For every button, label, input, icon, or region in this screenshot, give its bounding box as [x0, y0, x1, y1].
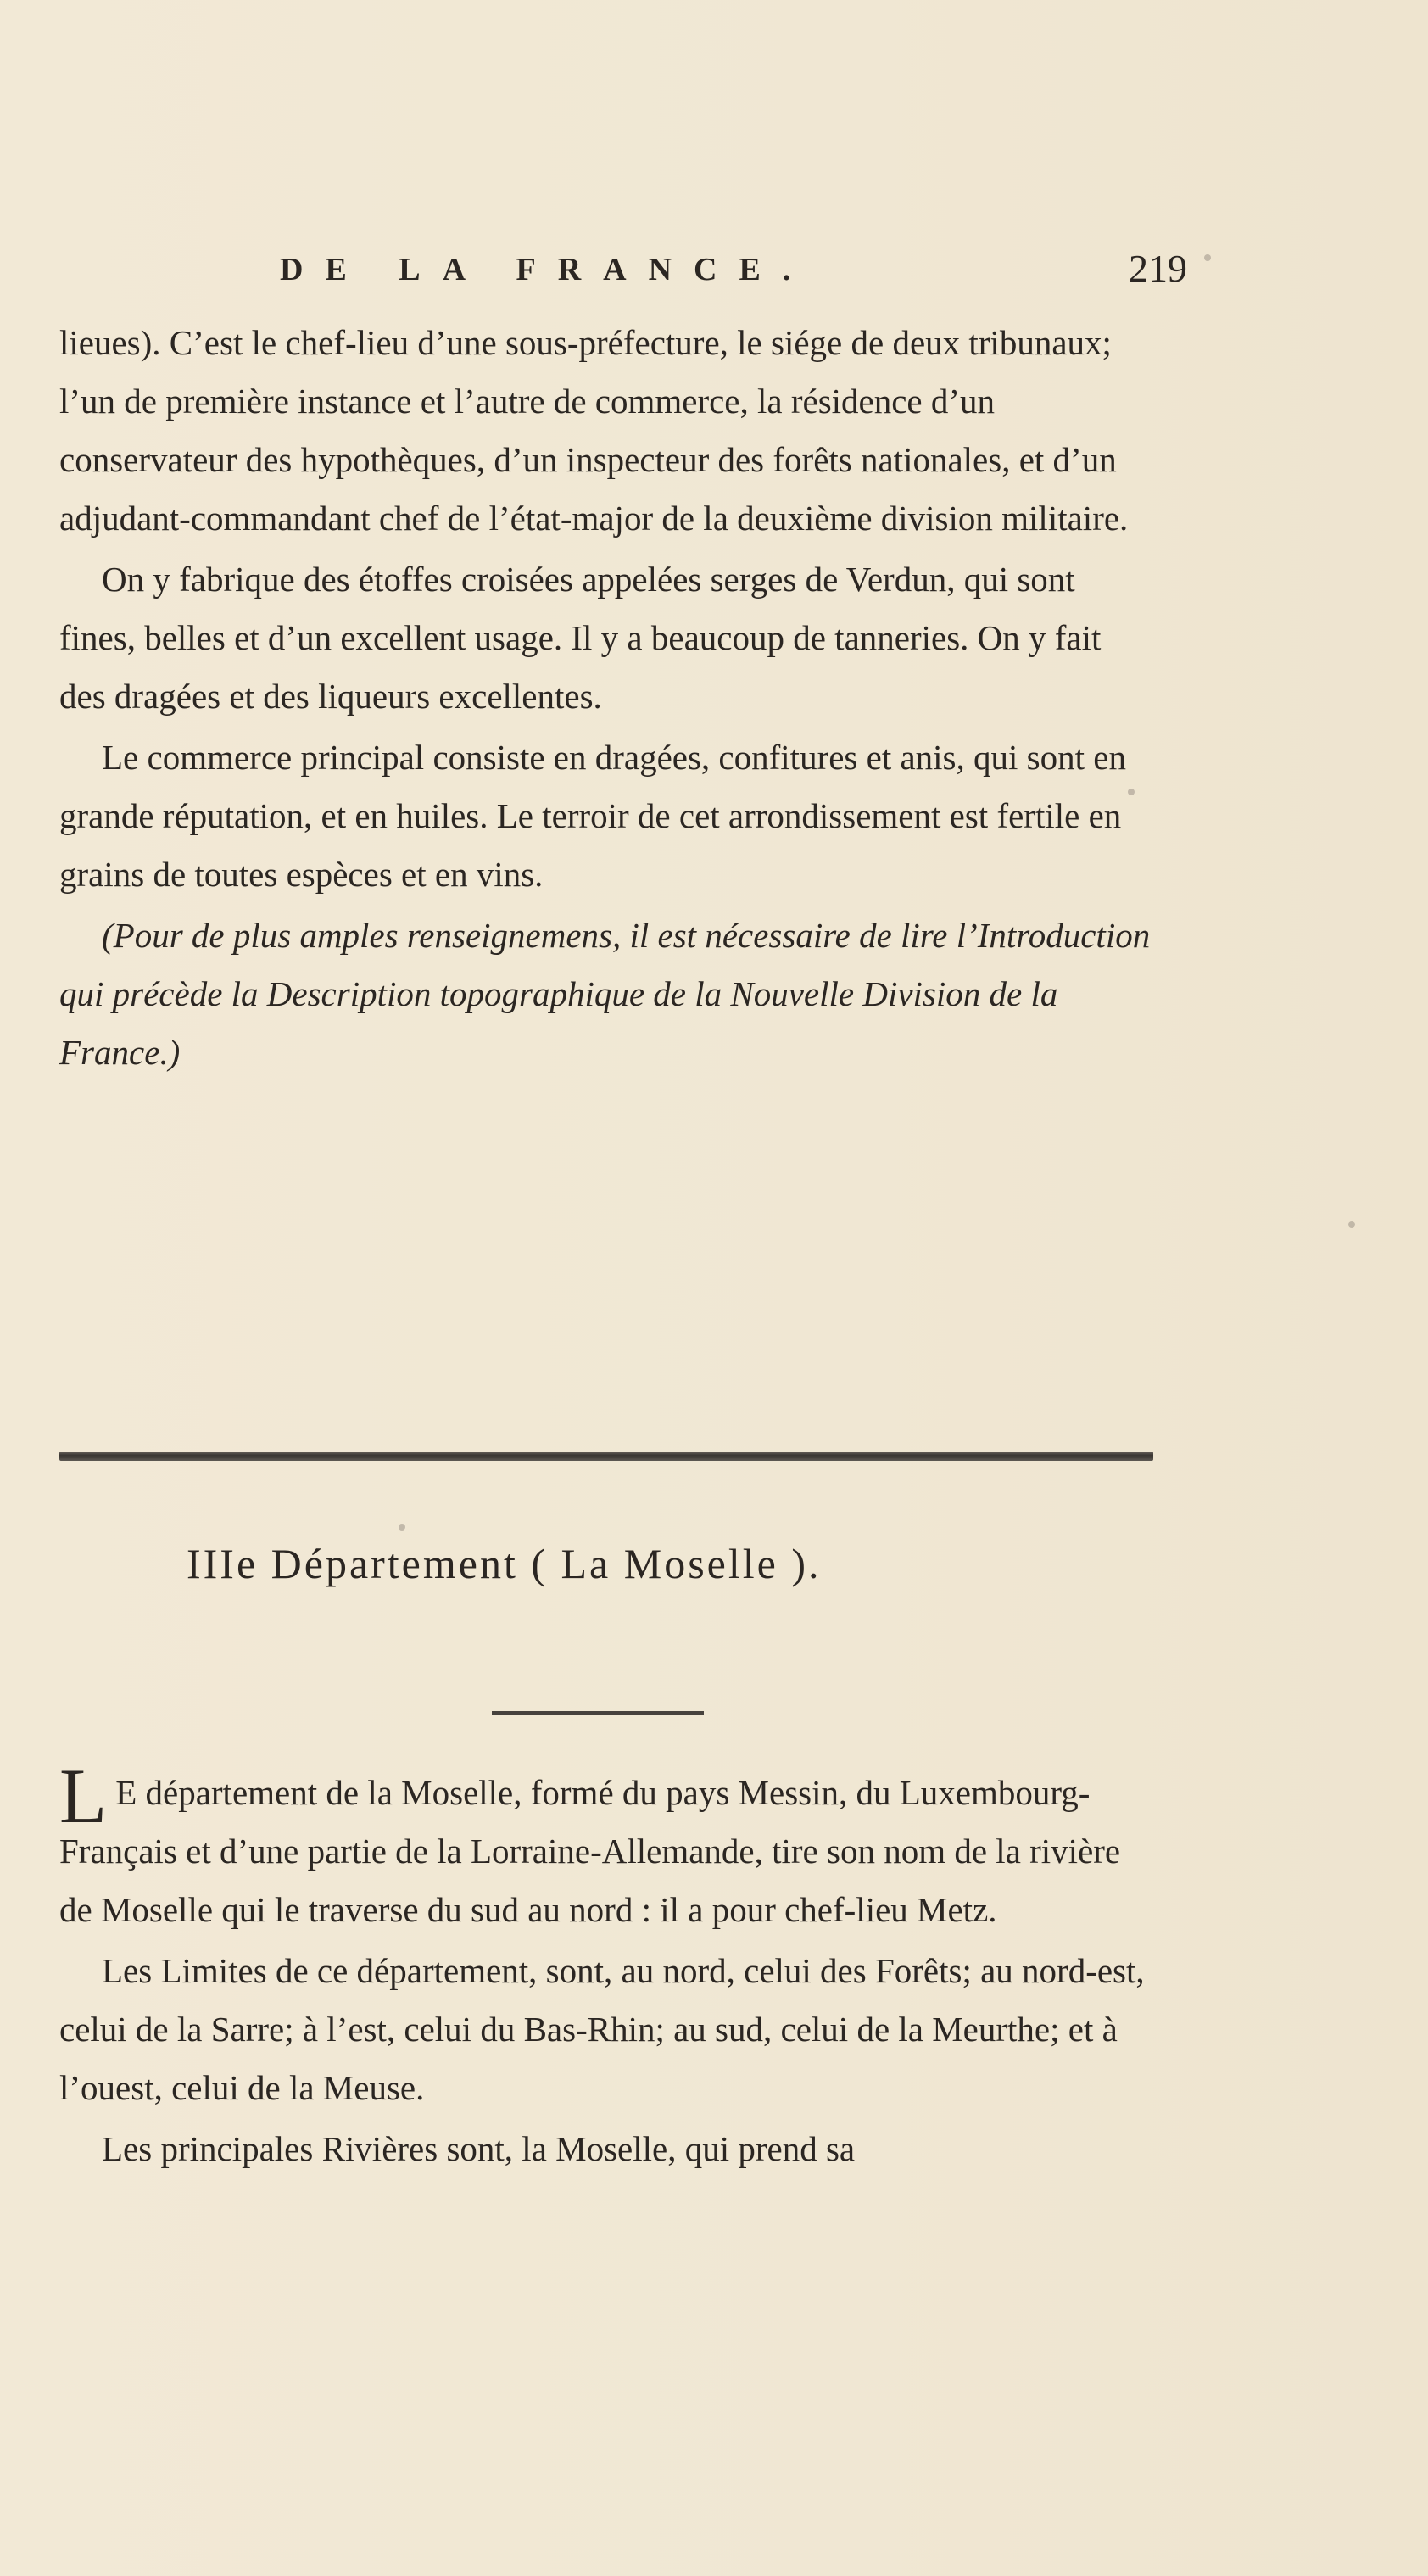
top-text-block	[59, 314, 1153, 1082]
paragraph-moselle-rivers: Les principales Rivières sont, la Moselle, qui prend sa	[102, 2129, 856, 2168]
section-divider-rule	[59, 1452, 1153, 1461]
paragraph-verdun-commerce: Le commerce principal consiste en dragées, confitures et anis, qui sont en grande réputation, et en huiles. Le terroir de cet arrondissement est fertile en grains de toutes espèces et en vins.	[59, 738, 1126, 894]
heading-underline-rule	[492, 1711, 704, 1715]
paper-spot	[1348, 1221, 1355, 1228]
paragraph-verdun-industry: On y fabrique des étoffes croisées appelées serges de Verdun, qui sont fines, belles et d’un excellent usage. Il y a beaucoup de tanneries. On y fait des dragées et des liqueurs excellentes.	[59, 560, 1102, 716]
paper-spot	[1204, 254, 1211, 261]
paragraph-moselle-limits: Les Limites de ce département, sont, au nord, celui des Forêts; au nord-est, celui de la Sarre; à l’est, celui du Bas-Rhin; au sud, celui de la Meurthe; et à l’ouest, celui de la Meuse.	[59, 1951, 1145, 2107]
bottom-text-block	[59, 1753, 1153, 2178]
paper-spot	[1128, 789, 1135, 795]
paragraph-moselle-intro-text: E département de la Moselle, formé du pays Messin, du Luxembourg-Français et d’une partie de la Lorraine-Allemande, tire son nom de la rivière de Moselle qui le traverse du sud au nord : il a pour chef-lieu Metz.	[59, 1773, 1121, 1929]
running-head-title: DE LA FRANCE.	[280, 252, 813, 287]
reference-note: (Pour de plus amples renseignemens, il est nécessaire de lire l’Introduction qui précède la Description topographique de la Nouvelle Division de la France.)	[59, 916, 1151, 1072]
paragraph-moselle-intro	[59, 1753, 1153, 1939]
running-head	[280, 246, 1204, 305]
page-number: 219	[1129, 247, 1187, 290]
paper-spot	[399, 1524, 405, 1531]
department-heading: IIIe Département ( La Moselle ).	[187, 1540, 822, 1587]
drop-cap: L	[59, 1753, 108, 1839]
paragraph-verdun-institutions: lieues). C’est le chef-lieu d’une sous-préfecture, le siége de deux tribunaux; l’un de première instance et l’autre de commerce, la résidence d’un conservateur des hypothèques, d’un inspecteur des forêts nationales, et d’un adjudant-commandant chef de l’état-major de la deuxième division militaire.	[59, 323, 1129, 538]
